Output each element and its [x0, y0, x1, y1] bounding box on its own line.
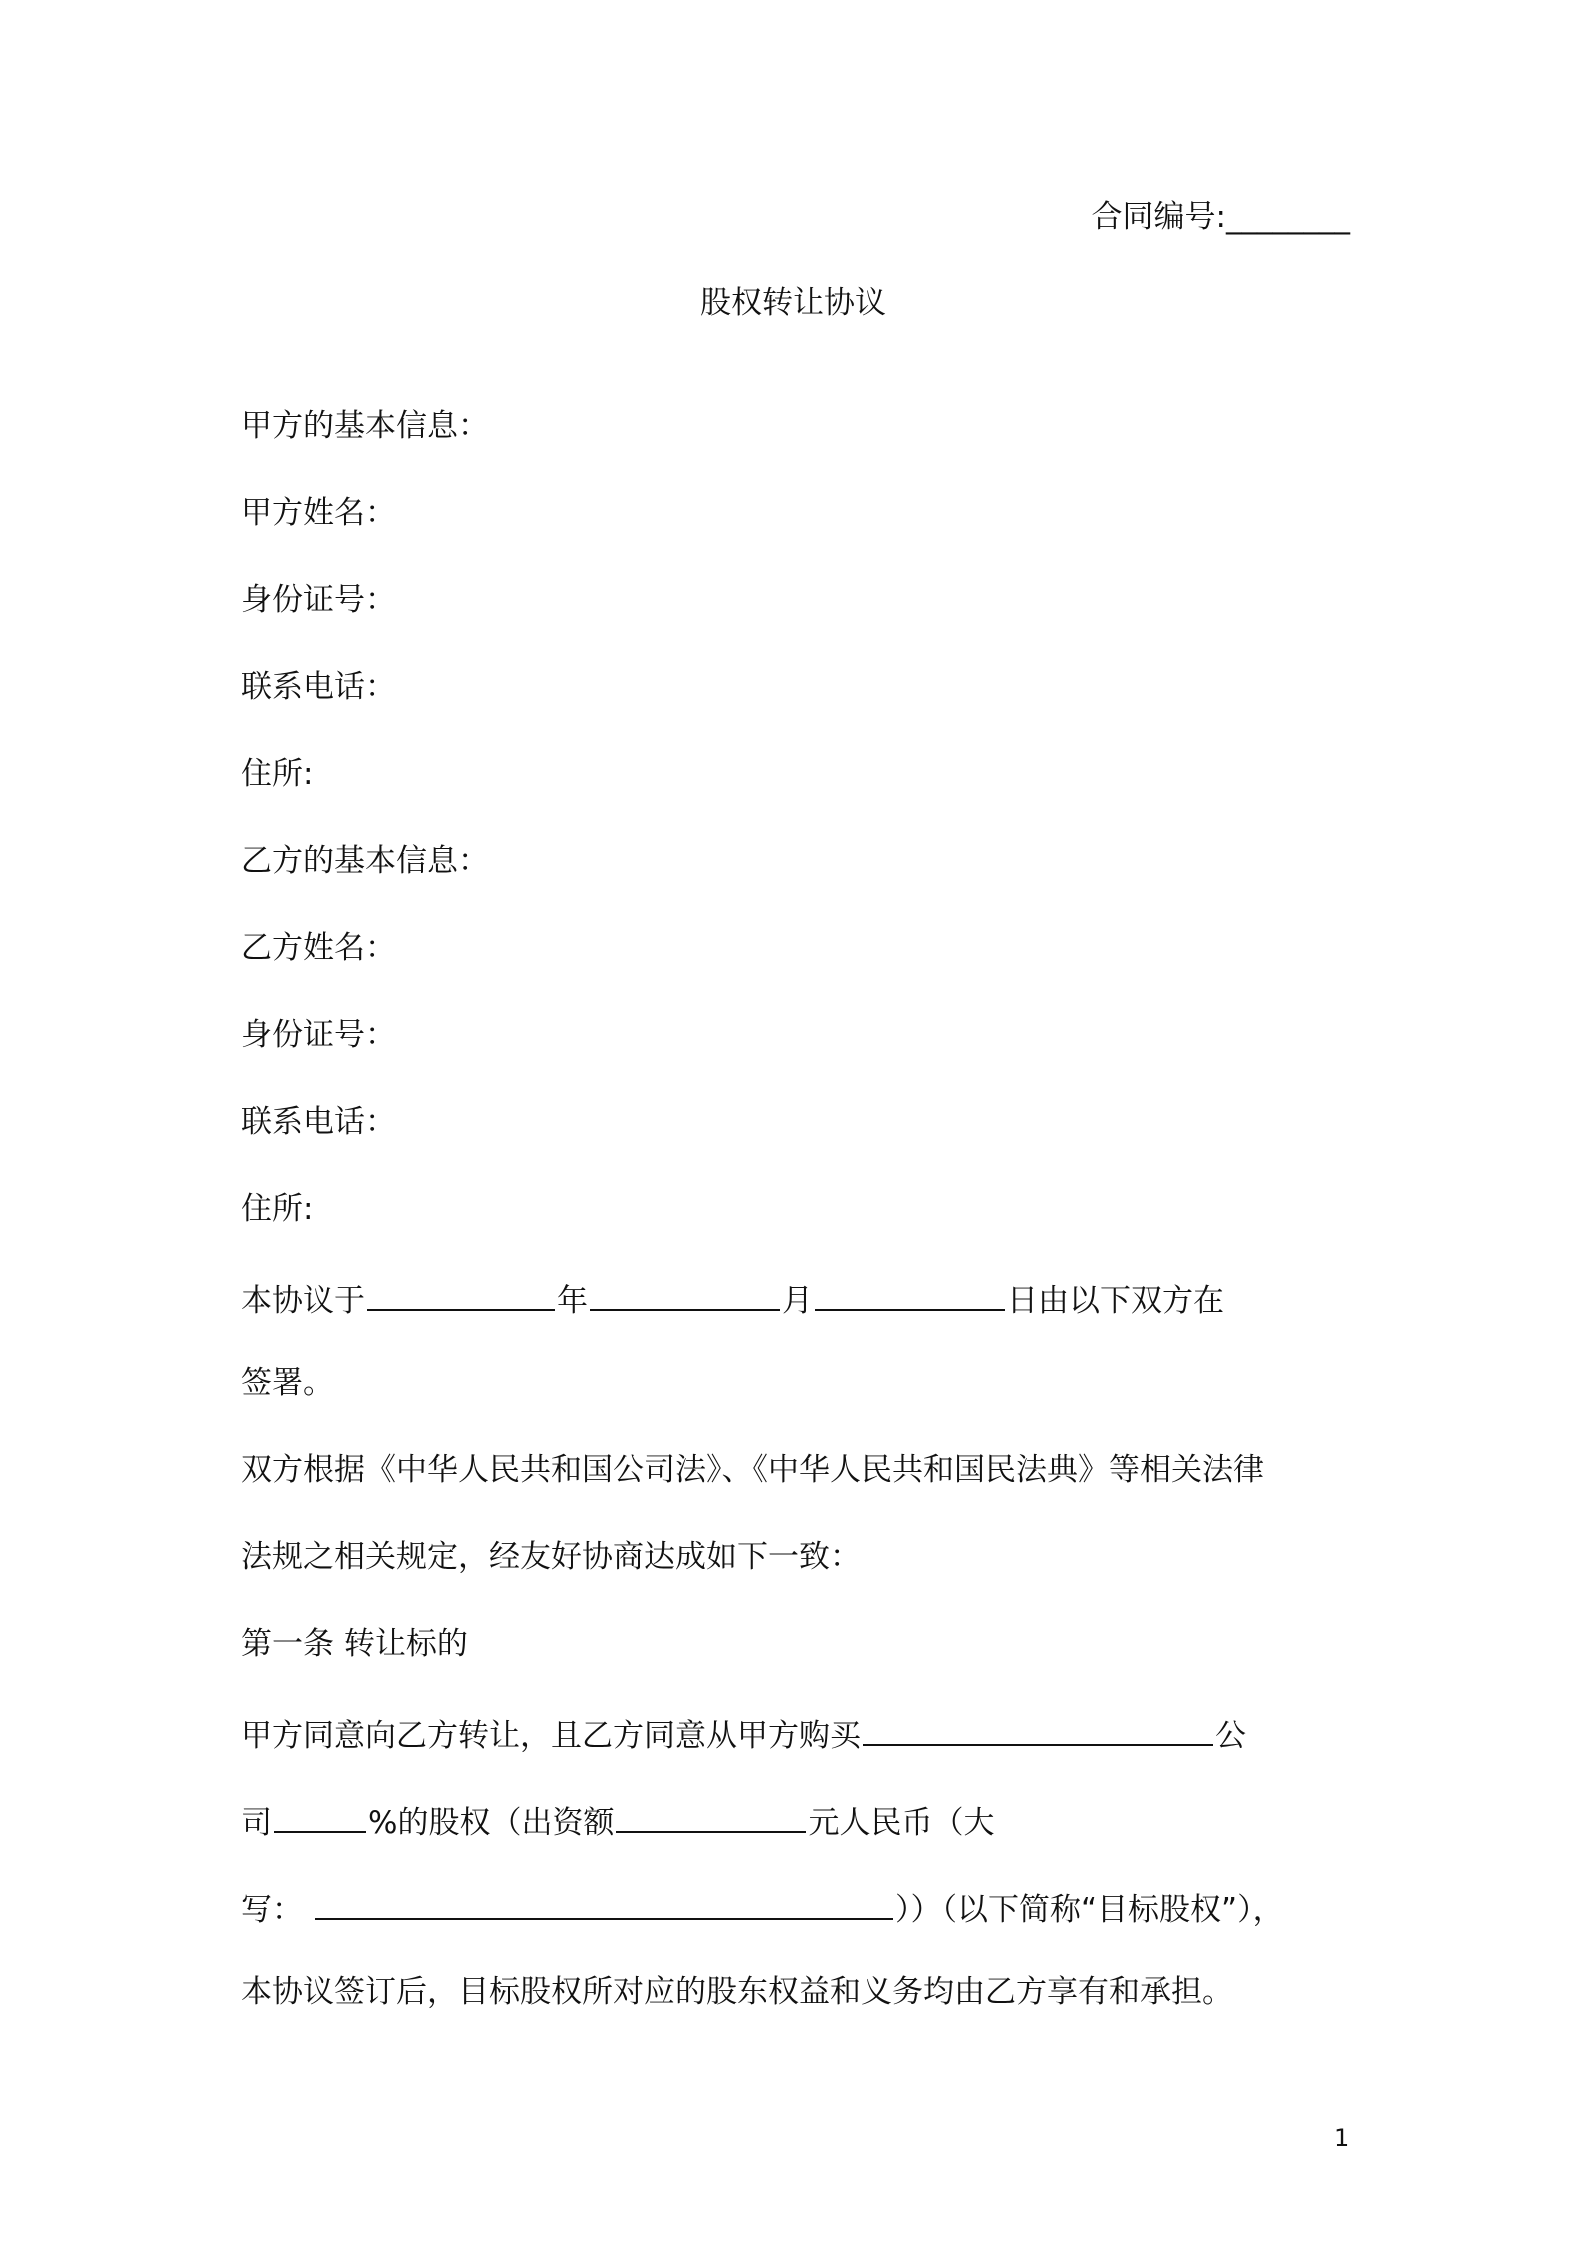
party-a-phone-label: 联系电话：: [241, 669, 396, 705]
party-a-name-label: 甲方姓名：: [241, 495, 396, 531]
party-a-heading: 甲方的基本信息：: [241, 408, 489, 444]
capital-amount-blank[interactable]: [616, 1797, 806, 1833]
day-blank[interactable]: [815, 1275, 1005, 1311]
year-blank[interactable]: [367, 1275, 555, 1311]
page-number: 1: [1334, 2124, 1350, 2152]
article-1-line-4: 本协议签订后，目标股权所对应的股东权益和义务均由乙方享有和承担。: [241, 1974, 1233, 2010]
article-1-line-3-suffix: ））（以下简称“目标股权”），: [895, 1892, 1284, 1928]
party-a-id-label: 身份证号：: [241, 582, 396, 618]
signing-month-label: 月: [782, 1283, 813, 1319]
contract-number: 合同编号:________: [1091, 199, 1350, 235]
article-1-line-2: [241, 1797, 994, 1844]
basis-line-2: 法规之相关规定，经友好协商达成如下一致：: [241, 1539, 861, 1575]
party-b-address-label: 住所:: [241, 1191, 314, 1227]
party-b-id-label: 身份证号：: [241, 1017, 396, 1053]
party-b-name-label: 乙方姓名：: [241, 930, 396, 966]
basis-line-1: 双方根据《中华人民共和国公司法》、《中华人民共和国民法典》等相关法律: [241, 1452, 1264, 1488]
signing-year-label: 年: [557, 1283, 588, 1319]
article-1-line-3-prefix: 写：: [241, 1892, 303, 1928]
article-1-line-1: [241, 1710, 1246, 1757]
party-a-address-label: 住所:: [241, 756, 314, 792]
article-1-heading: 第一条 转让标的: [241, 1626, 468, 1662]
signing-date-line: [241, 1275, 1224, 1322]
signing-prefix: 本协议于: [241, 1283, 365, 1319]
party-b-heading: 乙方的基本信息：: [241, 843, 489, 879]
signing-continuation: 签署。: [241, 1365, 334, 1401]
article-1-line-2-prefix: 司: [241, 1805, 272, 1841]
month-blank[interactable]: [590, 1275, 780, 1311]
signing-suffix: 日由以下双方在: [1007, 1283, 1224, 1319]
article-1-line-2-suffix: 元人民币（大: [808, 1805, 995, 1841]
amount-in-words-blank[interactable]: [315, 1884, 893, 1920]
article-1-line-1-prefix: 甲方同意向乙方转让，且乙方同意从甲方购买: [241, 1718, 861, 1754]
percentage-blank[interactable]: [274, 1797, 366, 1833]
article-1-line-2-mid: %的股权（出资额: [368, 1805, 615, 1841]
article-1-line-1-suffix: 公: [1215, 1718, 1246, 1754]
article-1-line-3: [241, 1884, 1284, 1931]
party-b-phone-label: 联系电话：: [241, 1104, 396, 1140]
document-title: 股权转让协议: [700, 285, 886, 321]
company-name-blank[interactable]: [863, 1710, 1213, 1746]
